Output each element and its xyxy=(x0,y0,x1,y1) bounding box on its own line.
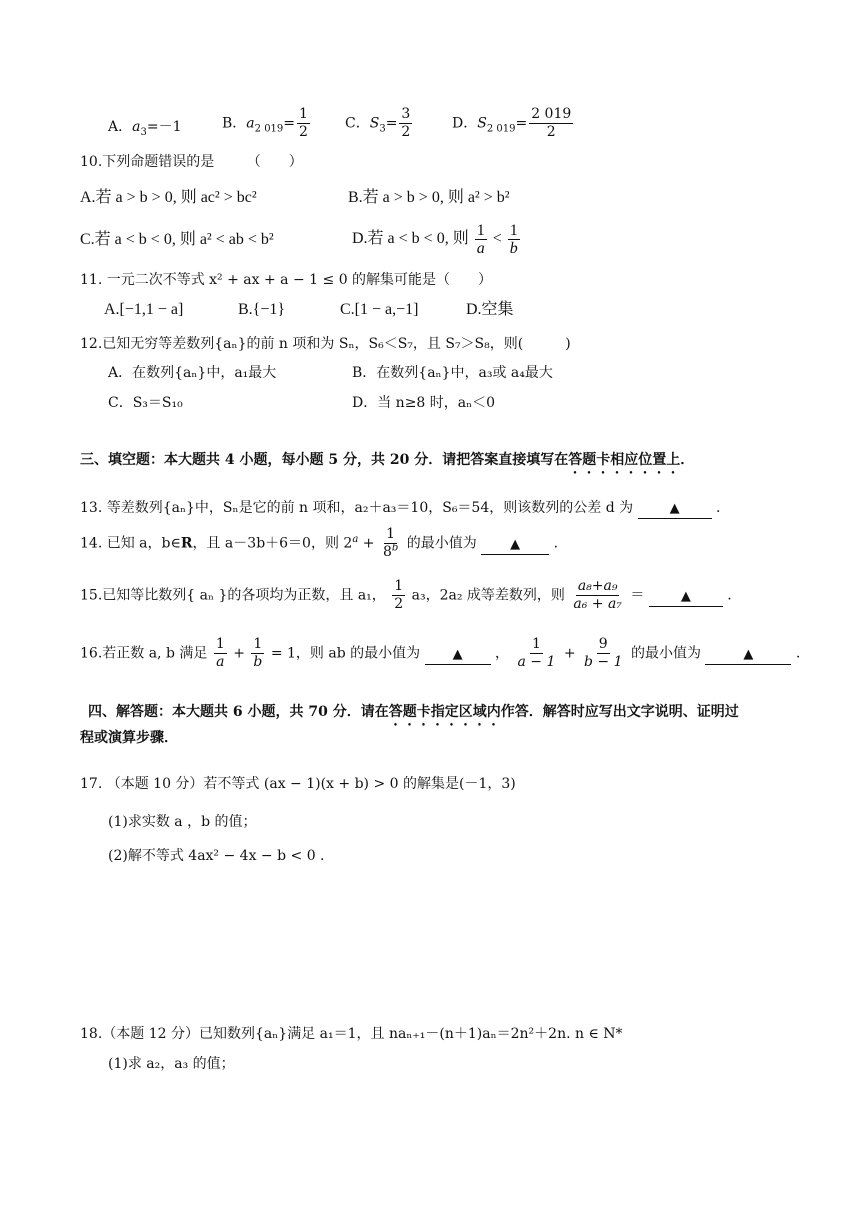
q16-fraction-4: $\frac{9}{b - 1}$ xyxy=(584,636,623,670)
q16-answer-blank-1[interactable]: ▲ xyxy=(425,645,491,665)
q9-option-a: A．$a_3=-1$ xyxy=(108,119,182,138)
q17-part1: (1)求实数 a ，b 的值； xyxy=(108,814,257,830)
q15: 15.已知等比数列{ aₙ }的各项均为正数，且 a₁， $\frac{1}{2}$ a₃，2a₂ 成等差数列，则 $\frac{\text{a₈+a₉}}{\text{a₆ + a₇}}$ ＝ ▲ . xyxy=(80,578,732,612)
q9-option-d: D．$S_{2 019}=$ $\frac{2 019}{2}$ xyxy=(452,106,572,140)
section4-title-line2: 程或演算步骤． xyxy=(80,730,178,746)
q15-half-fraction: $\frac{1}{2}$ xyxy=(394,578,404,612)
q14-fraction: $\frac{1}{8^b}$ xyxy=(382,526,399,560)
q17-stem: 17. （本题 10 分）若不等式 (ax − 1)(x + b) > 0 的解集是(－1，3) xyxy=(80,776,516,792)
q13: 13. 等差数列{aₙ}中，Sₙ是它的前 n 项和，a₂＋a₃＝10，S₆＝54，则该数列的公差 d 为 ▲ . xyxy=(80,498,720,519)
q9-b-fraction: $\frac{1}{2}$ xyxy=(299,106,308,140)
q11-option-d: D.空集 xyxy=(466,301,514,318)
q15-ratio-fraction: $\frac{\text{a₈+a₉}}{\text{a₆ + a₇}}$ xyxy=(573,578,622,612)
q11-option-a: A.[−1,1 − a] xyxy=(104,301,184,318)
q14-answer-blank[interactable]: ▲ xyxy=(481,535,549,555)
q10-option-a: A.若 a > b > 0, 则 ac² > bc² xyxy=(80,189,257,206)
q16: 16.若正数 a, b 满足 $\frac{1}{a}$ + $\frac{1}{b}$ = 1，则 ab 的最小值为 ▲ ， $\frac{1}{a - 1}$ + $\frac{9}{b - 1}$ 的最小值为 ▲ . xyxy=(80,636,801,670)
q12-option-a: A．在数列{aₙ}中，a₁最大 xyxy=(108,365,277,381)
q18-part1: (1)求 a₂，a₃ 的值； xyxy=(108,1056,235,1072)
q10-option-b: B.若 a > b > 0, 则 a² > b² xyxy=(348,189,510,206)
q10-d-right-fraction: $\frac{1}{b}$ xyxy=(509,222,518,257)
q18-stem: 18.（本题 12 分）已知数列{aₙ}满足 a₁＝1，且 naₙ₊₁－(n＋1)aₙ＝2n²＋2n. n ∈ N* xyxy=(80,1026,623,1042)
q14: 14. 已知 a，b∈R，且 a－3b＋6＝0，则 $2^a$ + $\frac{1}{8^b}$ 的最小值为 ▲ . xyxy=(80,526,559,560)
q12-option-c: C．S₃＝S₁₀ xyxy=(108,395,183,411)
q11-stem: 11. 一元二次不等式 x² + ax + a − 1 ≤ 0 的解集可能是（ ） xyxy=(80,272,493,288)
q9-d-fraction: $\frac{2 019}{2}$ xyxy=(531,106,572,140)
section4-title-line1: 四、解答题：本大题共 6 小题，共 70 分．请在答题卡指定区域内作答．解答时应写出文字说明、证明过 xyxy=(88,704,739,720)
q9-c-fraction: $\frac{3}{2}$ xyxy=(401,106,411,140)
q10-option-c: C.若 a < b < 0, 则 a² < ab < b² xyxy=(80,231,274,248)
q11-option-b: B.{−1} xyxy=(238,301,286,318)
q16-fraction-3: $\frac{1}{a - 1}$ xyxy=(517,636,556,670)
q10-d-left-fraction: $\frac{1}{a}$ xyxy=(476,222,485,257)
q13-answer-blank[interactable]: ▲ xyxy=(638,499,712,519)
q16-fraction-2: $\frac{1}{b}$ xyxy=(253,636,263,670)
q9-option-b: B．$a_{2 019}=$ $\frac{1}{2}$ xyxy=(222,106,308,140)
q17-part2: (2)解不等式 4ax² − 4x − b < 0 . xyxy=(108,848,325,864)
q16-fraction-1: $\frac{1}{a}$ xyxy=(215,636,225,670)
q15-answer-blank[interactable]: ▲ xyxy=(649,587,723,607)
q11-option-c: C.[1 − a,−1] xyxy=(340,301,419,318)
q10-stem: 10.下列命题错误的是 （ ） xyxy=(80,154,303,170)
section3-title: 三、填空题：本大题共 4 小题，每小题 5 分，共 20 分．请把答案直接填写在答题卡相应位置上． xyxy=(80,452,695,468)
q10-option-d: D.若 a < b < 0, 则 $\frac{1}{a}$ < $\frac{1}{b}$ xyxy=(352,222,518,257)
q12-stem: 12.已知无穷等差数列{aₙ}的前 n 项和为 Sₙ，S₆＜S₇，且 S₇＞S₈，则( ) xyxy=(80,336,571,352)
q12-option-d: D．当 n≥8 时，aₙ＜0 xyxy=(352,395,496,411)
q9-option-c: C．$S_3=$ $\frac{3}{2}$ xyxy=(345,106,411,140)
q12-option-b: B．在数列{aₙ}中，a₃或 a₄最大 xyxy=(352,365,553,381)
q16-answer-blank-2[interactable]: ▲ xyxy=(705,645,791,665)
